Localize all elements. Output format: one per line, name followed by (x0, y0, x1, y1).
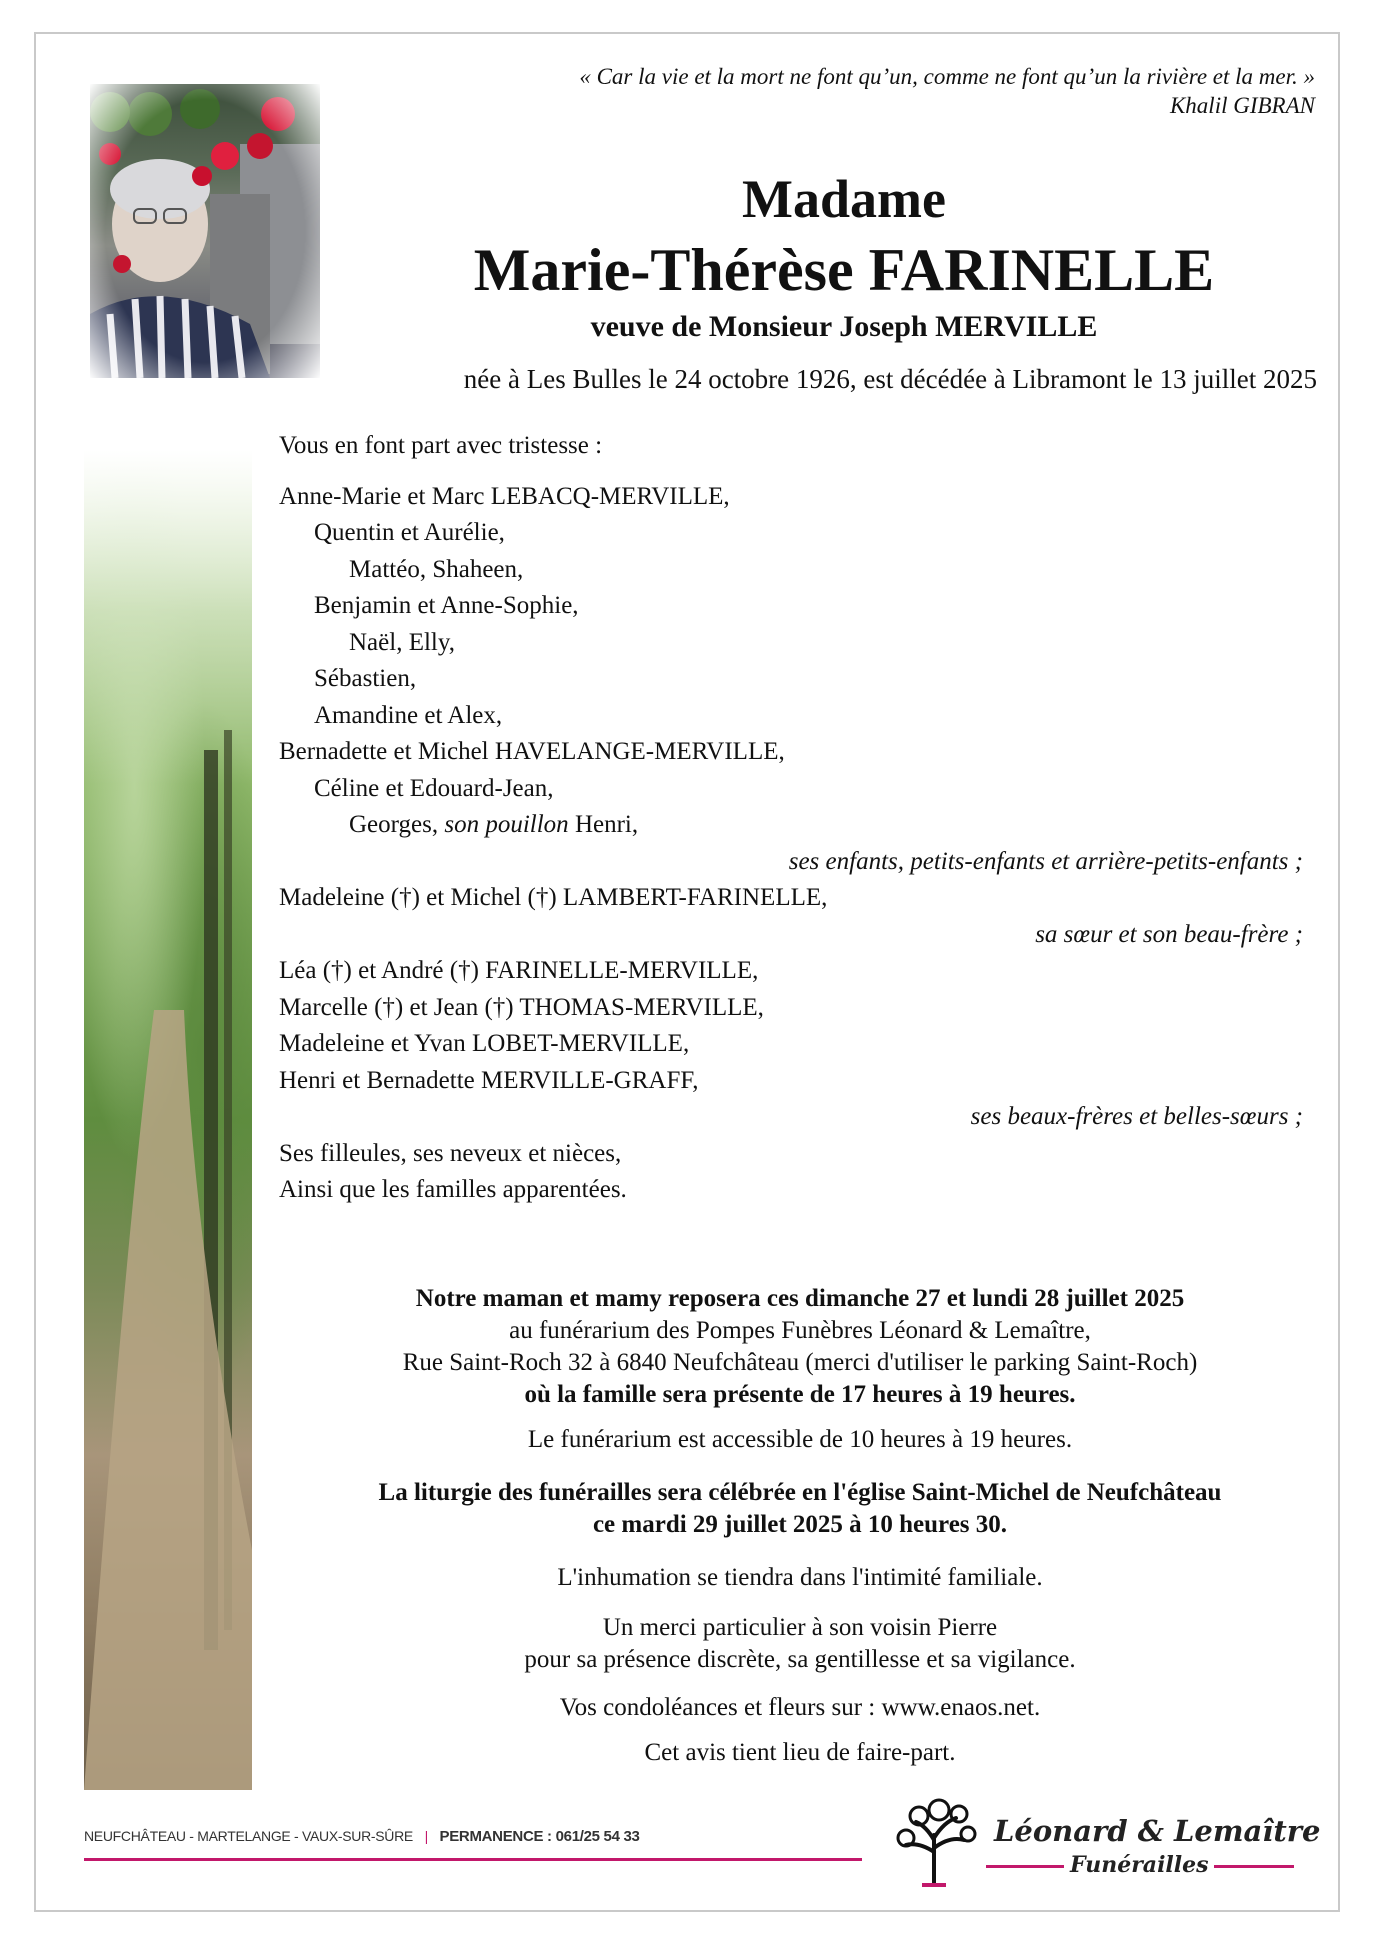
family-line-part: Georges, (349, 811, 439, 838)
family-announcement (279, 428, 1319, 1209)
forest-path-image (84, 450, 252, 1790)
logo-divider (1214, 1865, 1294, 1868)
footer-separator: | (424, 1828, 428, 1844)
access-hours: Le funérarium est accessible de 10 heures à 19 heures. (527, 1426, 1073, 1453)
family-line: Bernadette et Michel HAVELANGE-MERVILLE, (279, 738, 785, 765)
deceased-title: Madame (742, 169, 946, 229)
visitation-place: au funérarium des Pompes Funèbres Léonard & Lemaître, (509, 1317, 1091, 1344)
family-line: Mattéo, Shaheen, (349, 555, 524, 583)
family-line: Sébastien, (314, 665, 417, 692)
thanks (300, 1612, 1300, 1676)
family-line: Ses filleules, ses neveux et nièces, (279, 1139, 622, 1167)
relation-label: sa sœur et son beau-frère ; (1035, 920, 1303, 948)
liturgy-info (300, 1477, 1300, 1541)
portrait-photo (90, 84, 320, 378)
company-logo (884, 1790, 1321, 1890)
family-line-part: Henri, (574, 811, 639, 838)
liturgy-place: La liturgie des funérailles sera célébrée en l'église Saint-Michel de Neufchâteau (378, 1479, 1222, 1506)
thanks-line: pour sa présence discrète, sa gentillesse et sa vigilance. (524, 1646, 1076, 1673)
family-line: Céline et Edouard-Jean, (314, 774, 554, 802)
liturgy-date: ce mardi 29 juillet 2025 à 10 heures 30. (592, 1511, 1008, 1538)
deceased-name: Marie-Thérèse FARINELLE (473, 237, 1215, 303)
tree-icon (884, 1790, 984, 1890)
footer-contact (84, 1828, 640, 1845)
visitation-dates: Notre maman et mamy reposera ces dimanche 27 et lundi 28 juillet 2025 (415, 1285, 1185, 1312)
family-presence: où la famille sera présente de 17 heures à 19 heures. (524, 1381, 1076, 1408)
family-line: Benjamin et Anne-Sophie, (314, 592, 579, 619)
family-line-part: son pouillon (444, 811, 569, 838)
family-line: Madeleine (†) et Michel (†) LAMBERT-FARINELLE, (279, 884, 828, 911)
quote-text: « Car la vie et la mort ne font qu’un, comme ne font qu’un la rivière et la mer. » (579, 64, 1315, 89)
family-line: Henri et Bernadette MERVILLE-GRAFF, (279, 1066, 699, 1094)
family-line: Ainsi que les familles apparentées. (279, 1176, 627, 1203)
company-subtitle: Funérailles (1070, 1852, 1209, 1878)
family-line (279, 807, 1319, 844)
visitation-info (300, 1283, 1300, 1411)
quote (579, 62, 1315, 121)
birth-death-info: née à Les Bulles le 24 octobre 1926, est décédée à Libramont le 13 juillet 2025 (463, 364, 1317, 394)
family-line: Anne-Marie et Marc LEBACQ-MERVILLE, (279, 482, 730, 510)
family-line: Amandine et Alex, (314, 701, 503, 729)
family-line: Naël, Elly, (349, 628, 455, 656)
notice-info: Cet avis tient lieu de faire-part. (644, 1739, 956, 1766)
family-line: Marcelle (†) et Jean (†) THOMAS-MERVILLE, (279, 993, 764, 1021)
footer-permanence: PERMANENCE : 061/25 54 33 (439, 1828, 640, 1845)
visitation-address: Rue Saint-Roch 32 à 6840 Neufchâteau (merci d'utiliser le parking Saint-Roch) (402, 1349, 1198, 1376)
condolences-info: Vos condoléances et fleurs sur : www.enaos.net. (559, 1694, 1041, 1721)
relation-label: ses enfants, petits-enfants et arrière-petits-enfants ; (788, 847, 1303, 875)
quote-author: Khalil GIBRAN (1169, 93, 1315, 119)
relation-label: ses beaux-frères et belles-sœurs ; (970, 1103, 1303, 1130)
thanks-line: Un merci particulier à son voisin Pierre (602, 1614, 998, 1641)
company-name: Léonard & Lemaître (994, 1814, 1321, 1848)
announcement-intro: Vous en font part avec tristesse : (279, 432, 603, 459)
family-line: Léa (†) et André (†) FARINELLE-MERVILLE, (279, 957, 759, 984)
widow-of: veuve de Monsieur Joseph MERVILLE (590, 310, 1098, 343)
family-line: Madeleine et Yvan LOBET-MERVILLE, (279, 1030, 690, 1057)
family-line: Quentin et Aurélie, (314, 519, 505, 546)
burial-info: L'inhumation se tiendra dans l'intimité familiale. (557, 1564, 1043, 1591)
logo-divider (986, 1865, 1064, 1868)
footer-locations: NEUFCHÂTEAU - MARTELANGE - VAUX-SUR-SÛRE (84, 1828, 413, 1844)
footer-divider (84, 1858, 862, 1861)
